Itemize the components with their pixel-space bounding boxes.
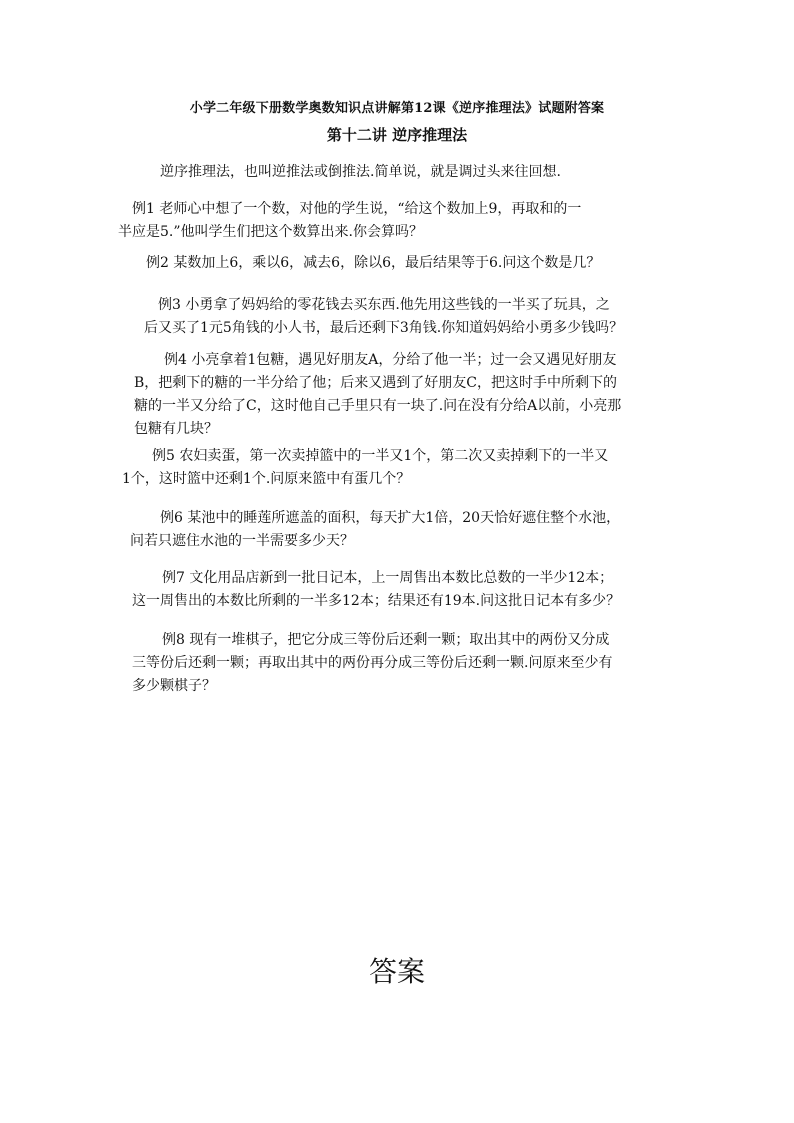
problem-4-line-3: 糖的一半又分给了C，这时他自己手里只有一块了.问在没有分给A以前，小亮那 (134, 398, 622, 414)
problem-4-line-1: 例4 小亮拿着1包糖，遇见好朋友A，分给了他一半；过一会又遇见好朋友 (164, 352, 617, 368)
problem-5-line-1: 例5 农妇卖蛋，第一次卖掉篮中的一半又1个，第二次又卖掉剩下的一半又 (152, 448, 609, 464)
problem-7 (132, 567, 620, 613)
page-title: 小学二年级下册数学奥数知识点讲解第12课《逆序推理法》试题附答案 (189, 101, 605, 116)
problem-6-line-2: 问若只遮住水池的一半需要多少天？ (130, 533, 354, 549)
lecture-title: 第十二讲 逆序推理法 (326, 126, 468, 144)
problem-1-line-1: 例1 老师心中想了一个数，对他的学生说，“给这个数加上9，再取和的一 (132, 201, 582, 217)
problem-2-line-1: 例2 某数加上6，乘以6，减去6，除以6，最后结果等于6.问这个数是几？ (146, 255, 601, 271)
problem-6-line-1: 例6 某池中的睡莲所遮盖的面积，每天扩大1倍，20天恰好遮住整个水池， (160, 510, 621, 526)
problem-4-line-4: 包糖有几块？ (134, 421, 218, 437)
problem-3 (144, 294, 623, 340)
problem-1-line-2: 半应是5.”他叫学生们把这个数算出来.你会算吗？ (118, 224, 423, 240)
intro-paragraph: 逆序推理法，也叫逆推法或倒推法.简单说，就是调过头来往回想. (160, 164, 561, 180)
problem-2 (146, 252, 600, 275)
answer-heading: 答案 (368, 955, 425, 988)
problem-4 (134, 349, 621, 441)
problem-1 (118, 198, 581, 244)
problem-8 (132, 629, 612, 698)
problem-8-line-1: 例8 现有一堆棋子，把它分成三等份后还剩一颗；取出其中的两份又分成 (162, 632, 610, 648)
problem-3-line-1: 例3 小勇拿了妈妈给的零花钱去买东西.他先用这些钱的一半买了玩具，之 (158, 297, 610, 313)
problem-8-line-2: 三等份后还剩一颗；再取出其中的两份再分成三等份后还剩一颗.问原来至少有 (132, 655, 613, 671)
problem-3-line-2: 后又买了1元5角钱的小人书，最后还剩下3角钱.你知道妈妈给小勇多少钱吗？ (144, 320, 624, 336)
problem-7-line-1: 例7 文化用品店新到一批日记本，上一周售出本数比总数的一半少12本； (162, 570, 614, 586)
problem-7-line-2: 这一周售出的本数比所剩的一半多12本；结果还有19本.问这批日记本有多少？ (132, 593, 621, 609)
problem-6 (130, 507, 620, 553)
problem-4-line-2: B，把剩下的糖的一半分给了他；后来又遇到了好朋友C，把这时手中所剩下的 (134, 375, 617, 391)
problem-8-line-3: 多少颗棋子？ (132, 678, 216, 694)
problem-5 (122, 445, 608, 491)
problem-5-line-2: 1个，这时篮中还剩1个.问原来篮中有蛋几个？ (122, 471, 411, 487)
